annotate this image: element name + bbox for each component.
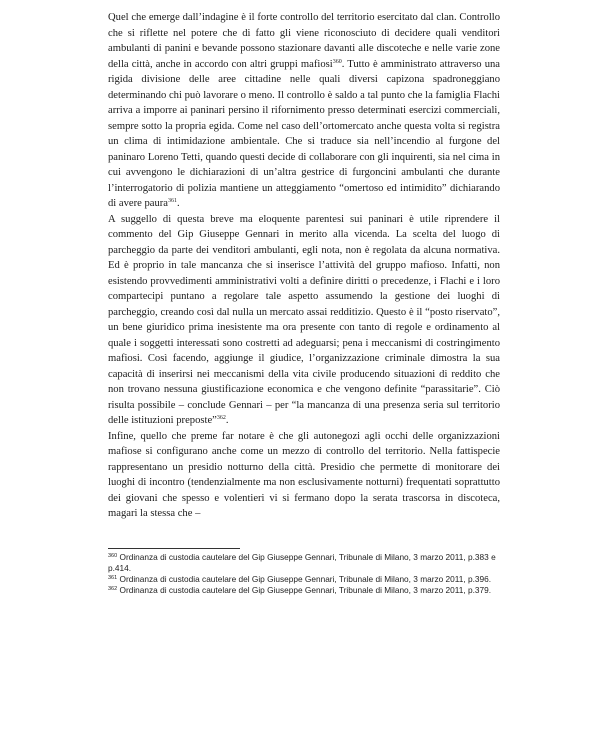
paragraph-text: . Tutto è amministrato attraverso una rigida divisione delle aree cittadine nelle quali diversi capizona spadroneggiano determinando chi può lavorare o meno. Il controllo è saldo a tal punto che la famiglia Flachi arriva a imporre ai paninari persino il rifornimento presso determinati esercizi commerciali, sempre sotto la propria egida. Come nel caso dell’ortomercato anche questa volta si registra un clima di intimidazione ambientale. Che si traduce sia nell’incendio al furgone del paninaro Loreno Tetti, quando questi decide di collaborare con gli inquirenti, sia nel cima in cui avvengono le dichiarazioni di un’altra gestrice di furgoncini ambulanti che durante l’interrogatorio di polizia mantiene un atteggiamento “omertoso ed intimidito” dichiarando di avere paura <box>108 58 500 209</box>
footnote-number: 362 <box>108 586 118 592</box>
paragraph-3 <box>108 429 500 522</box>
paragraph-text: Quel che emerge dall’indagine è il forte controllo del territorio esercitato dal clan. Controllo che si riflette nel potere che di fatto gli viene riconosciuto di decidere quali venditori ambulanti di panini e bevande possono stazionare davanti alle discoteche e nelle varie zone della città, anche in accordo con altri gruppi mafiosi <box>108 12 500 70</box>
body-text <box>108 10 500 522</box>
footnote-text: Ordinanza di custodia cautelare del Gip Giuseppe Gennari, Tribunale di Milano, 3 marzo 2011, p.379. <box>117 585 492 595</box>
footnote-ref-360: 360 <box>332 58 342 65</box>
footnote-362 <box>108 585 503 596</box>
paragraph-text: . <box>225 415 229 426</box>
paragraph-text: Infine, quello che preme far notare è che gli autonegozi agli occhi delle organizzazioni mafiose si configurano anche come un mezzo di controllo del territorio. Nella fattispecie rappresentano un presidio notturno della città. Presidio che permette di monitorare dei luoghi di incontro (tendenzialmente ma non esclusivamente notturni) frequentati soprattutto dei giovani che spesso e volentieri vi si fermano dopo la serata trascorsa in discoteca, magari la stessa che – <box>108 430 500 519</box>
paragraph-1 <box>108 10 500 212</box>
footnote-text: Ordinanza di custodia cautelare del Gip Giuseppe Gennari, Tribunale di Milano, 3 marzo 2011, p.396. <box>117 574 492 584</box>
paragraph-text: A suggello di questa breve ma eloquente parentesi sui paninari è utile riprendere il commento del Gip Giuseppe Gennari in merito alla vicenda. La scelta del luogo di parcheggio da parte dei venditori ambulanti, egli nota, non è regolata da alcuna normativa. Ed è proprio in tale mancanza che si inserisce l’attività del gruppo mafioso. Infatti, non esistendo provvedimenti amministrativi volti a definire diritti o precedenze, i Flachi e i loro compartecipi puntano a regolare tale aspetto assumendo la gestione dei luoghi di parcheggio, creando così dal nulla un mercato assai redditizio. Questo è il “posto riservato”, un bene giuridico prima inesistente ma ora presente con tanto di regole e ordinamento al quale i soggetti interessati sono costretti ad adeguarsi; pena i meccanismi di costringimento mafiosi. Così facendo, aggiunge il giudice, l’organizzazione criminale dimostra la sua capacità di inserirsi nei meccanismi della vita civile producendo situazioni di reddito che non trovano nessuna giustificazione economica e che vengono definite “parassitarie”. Ciò risulta possibile – conclude Gennari – per “la mancanza di una presenza seria sul territorio delle istituzioni preposte” <box>108 213 500 426</box>
footnote-text: Ordinanza di custodia cautelare del Gip Giuseppe Gennari, Tribunale di Milano, 3 marzo 2011, p.383 e p.414. <box>108 552 496 573</box>
paragraph-text: . <box>177 198 180 209</box>
footnote-separator <box>108 548 240 549</box>
footnote-number: 360 <box>108 553 118 559</box>
footnotes <box>108 552 503 596</box>
footnote-number: 361 <box>108 575 118 581</box>
footnote-ref-361: 361 <box>168 198 177 204</box>
footnote-360 <box>108 552 503 574</box>
footnote-ref-362: 362 <box>216 415 226 421</box>
footnote-361 <box>108 574 503 585</box>
paragraph-2 <box>108 212 500 429</box>
